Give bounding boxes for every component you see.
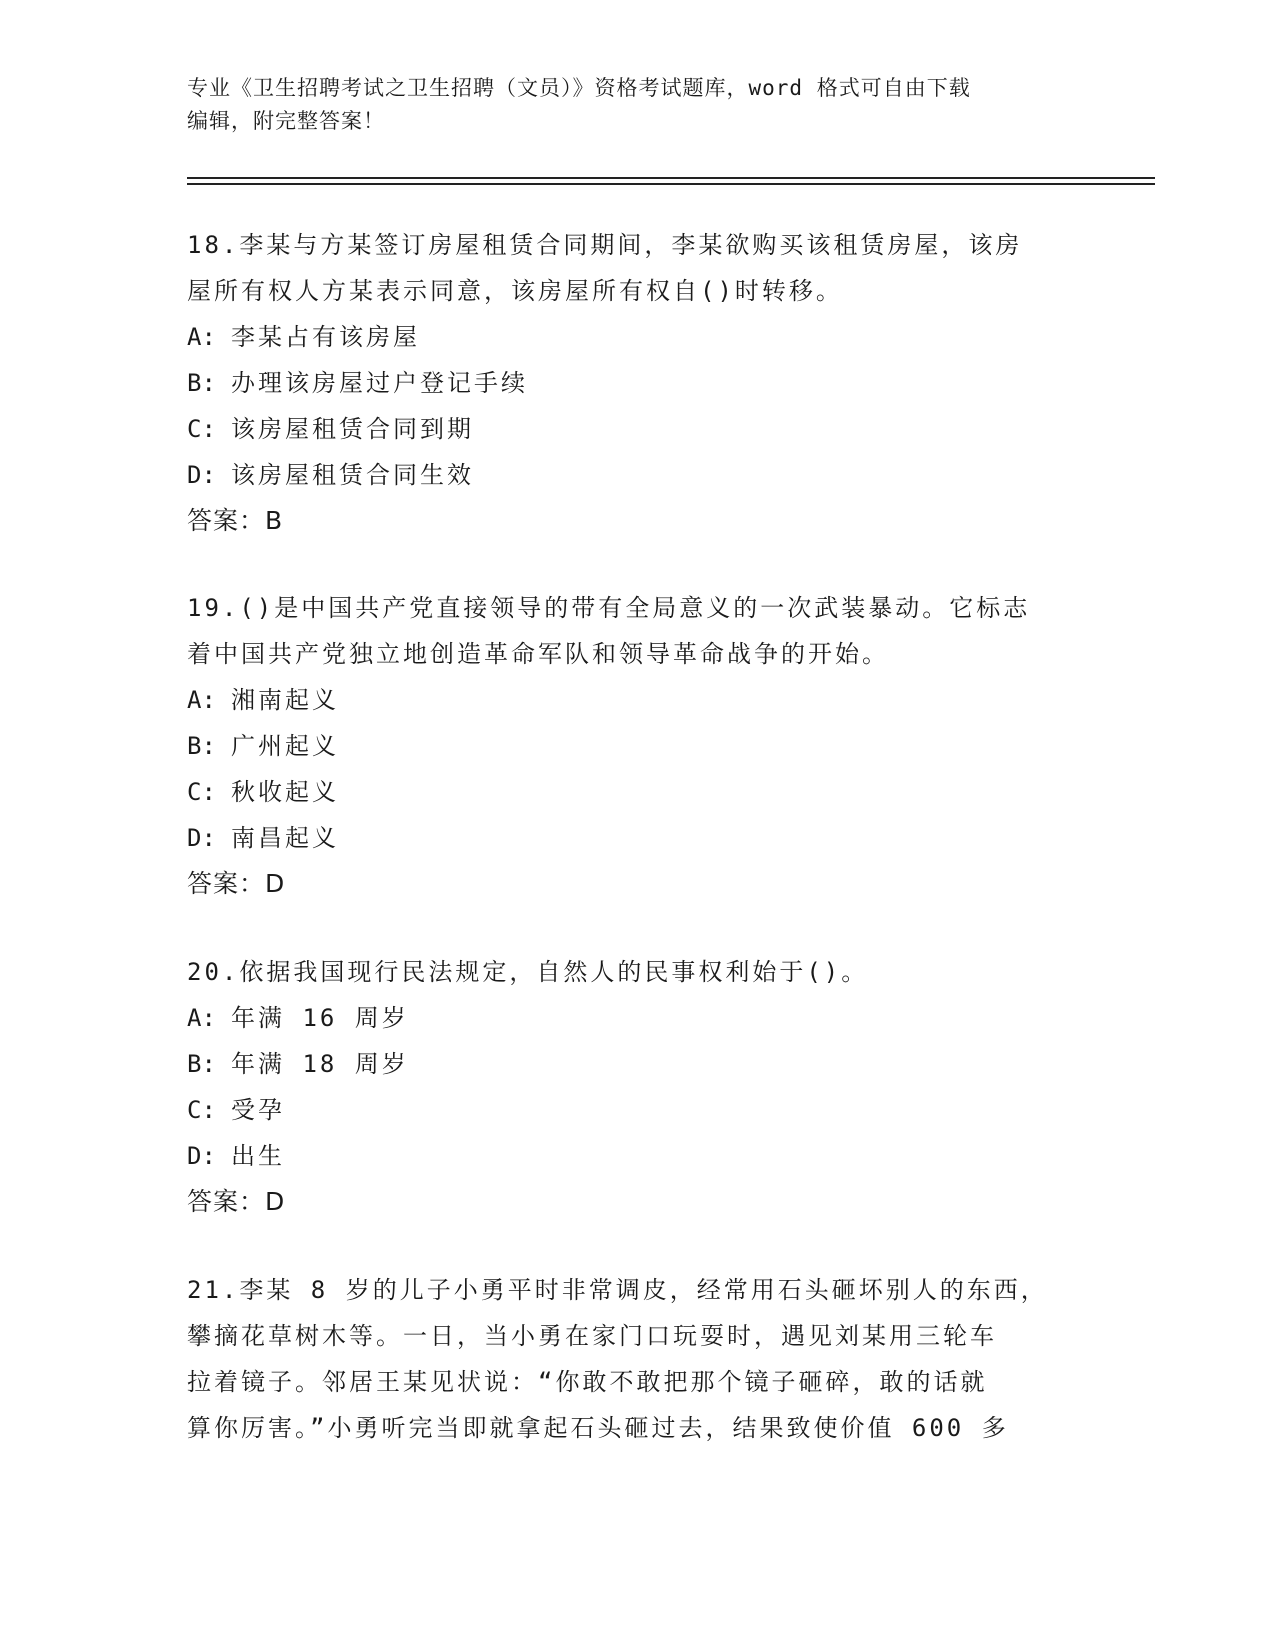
option-key: C: [187,415,216,443]
question-19 [187,585,1087,907]
question-text-line: 算你厉害。”小勇听完当即就拿起石头砸过去，结果致使价值 600 多 [187,1414,1009,1442]
option-text: 湘南起义 [231,686,339,714]
option-key: D: [187,824,216,852]
option-b [187,360,1087,406]
option-text: 广州起义 [231,732,339,760]
option-key: A: [187,686,216,714]
question-21 [187,1267,1087,1451]
option-a [187,314,1087,360]
answer-line: 答案：B [187,506,284,535]
option-key: B: [187,1050,216,1078]
option-text: 受孕 [231,1096,285,1124]
option-b [187,723,1087,769]
option-d [187,815,1087,861]
option-key: B: [187,369,216,397]
question-20 [187,949,1087,1225]
header-divider-bottom [187,183,1155,185]
option-text: 秋收起义 [231,778,339,806]
option-text: 该房屋租赁合同到期 [231,415,474,443]
option-b [187,1041,1087,1087]
option-d [187,452,1087,498]
option-c [187,1087,1087,1133]
option-text: 年满 18 周岁 [231,1050,409,1078]
option-a [187,995,1087,1041]
option-key: B: [187,732,216,760]
question-text-line: 屋所有权人方某表示同意，该房屋所有权自()时转移。 [187,277,843,305]
option-text: 办理该房屋过户登记手续 [231,369,528,397]
option-key: C: [187,1096,216,1124]
header-divider-top [187,177,1155,179]
option-key: D: [187,1142,216,1170]
header-line-1: 专业《卫生招聘考试之卫生招聘（文员）》资格考试题库，word 格式可自由下载 [187,76,971,100]
question-text-line: 拉着镜子。邻居王某见状说：“你敢不敢把那个镜子砸碎，敢的话就 [187,1368,988,1396]
option-d [187,1133,1087,1179]
option-text: 年满 16 周岁 [231,1004,409,1032]
question-text-line: 着中国共产党独立地创造革命军队和领导革命战争的开始。 [187,640,889,668]
question-18 [187,222,1087,544]
option-text: 南昌起义 [231,824,339,852]
option-text: 该房屋租赁合同生效 [231,461,474,489]
question-text-line: 21.李某 8 岁的儿子小勇平时非常调皮，经常用石头砸坏别人的东西， [187,1276,1048,1304]
option-key: C: [187,778,216,806]
question-text-line: 攀摘花草树木等。一日，当小勇在家门口玩耍时，遇见刘某用三轮车 [187,1322,997,1350]
option-c [187,406,1087,452]
question-text-line: 19.()是中国共产党直接领导的带有全局意义的一次武装暴动。它标志 [187,594,1031,622]
answer-line: 答案：D [187,869,286,898]
option-c [187,769,1087,815]
document-header [187,72,1087,138]
question-text-line: 18.李某与方某签订房屋租赁合同期间，李某欲购买该租赁房屋，该房 [187,231,1023,259]
answer-line: 答案：D [187,1187,286,1216]
header-line-2: 编辑，附完整答案！ [187,109,385,133]
option-text: 李某占有该房屋 [231,323,420,351]
option-a [187,677,1087,723]
question-text-line: 20.依据我国现行民法规定，自然人的民事权利始于()。 [187,958,869,986]
option-key: D: [187,461,216,489]
option-text: 出生 [231,1142,285,1170]
option-key: A: [187,323,216,351]
option-key: A: [187,1004,216,1032]
